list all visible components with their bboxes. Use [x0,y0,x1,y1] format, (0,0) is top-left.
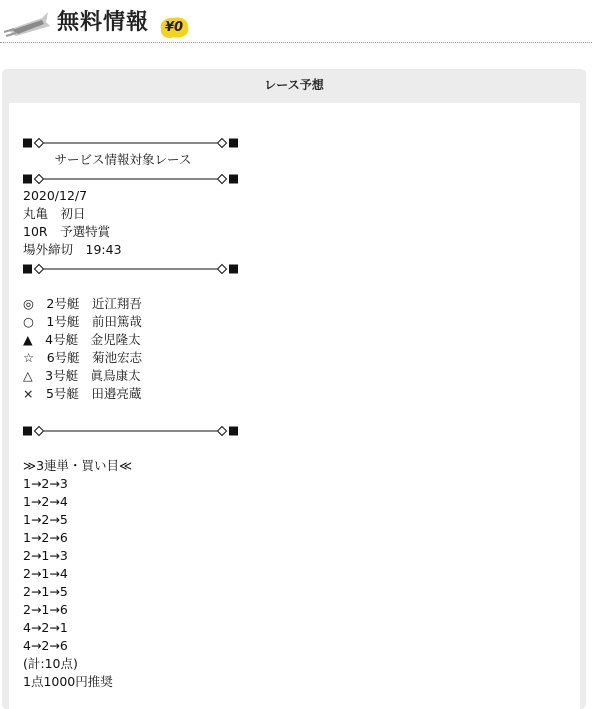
bet-row: 2→1→6 [23,602,68,617]
race-name: 10R 予選特賞 [23,224,111,239]
page-title: 無料情報 [57,10,150,35]
race-venue-day: 丸亀 初日 [23,206,86,221]
bet-row: 1→2→6 [23,530,68,545]
prediction-row: ☆ 6号艇 菊池宏志 [23,350,143,365]
prediction-row: △ 3号艇 眞鳥康太 [23,368,141,383]
bet-row: 4→2→1 [23,620,68,635]
panel-body [9,103,580,709]
bet-row: 2→1→4 [23,566,68,581]
race-prediction-panel [2,69,586,709]
bet-row: 1→2→3 [23,476,68,491]
section-divider [23,137,238,149]
page-header [0,0,592,43]
section-divider [23,425,238,437]
bet-heading: ≫3連単・買い目≪ [23,458,133,473]
section-divider [23,263,238,275]
prediction-row: × 5号艇 田邉亮蔵 [23,386,142,401]
race-deadline: 場外締切 19:43 [23,242,122,257]
bet-recommendation: 1点1000円推奨 [23,674,113,689]
bet-total: (計:10点) [23,656,78,671]
prediction-row: ○ 1号艇 前田篤哉 [23,314,142,329]
race-date: 2020/12/7 [23,188,88,203]
badge-label: ¥0 [164,20,184,35]
service-heading: サービス情報対象レース [54,152,192,167]
bet-row: 2→1→3 [23,548,68,563]
bet-row: 4→2→6 [23,638,68,653]
bet-row: 2→1→5 [23,584,68,599]
section-divider [23,173,238,185]
bet-row: 1→2→4 [23,494,68,509]
speed-arrow-icon [2,8,54,40]
panel-title: レース予想 [264,78,324,92]
prediction-row: ◎ 2号艇 近江翔吾 [23,296,142,311]
prediction-row: ▲ 4号艇 金児隆太 [23,332,141,347]
free-badge [158,15,190,40]
bet-row: 1→2→5 [23,512,68,527]
